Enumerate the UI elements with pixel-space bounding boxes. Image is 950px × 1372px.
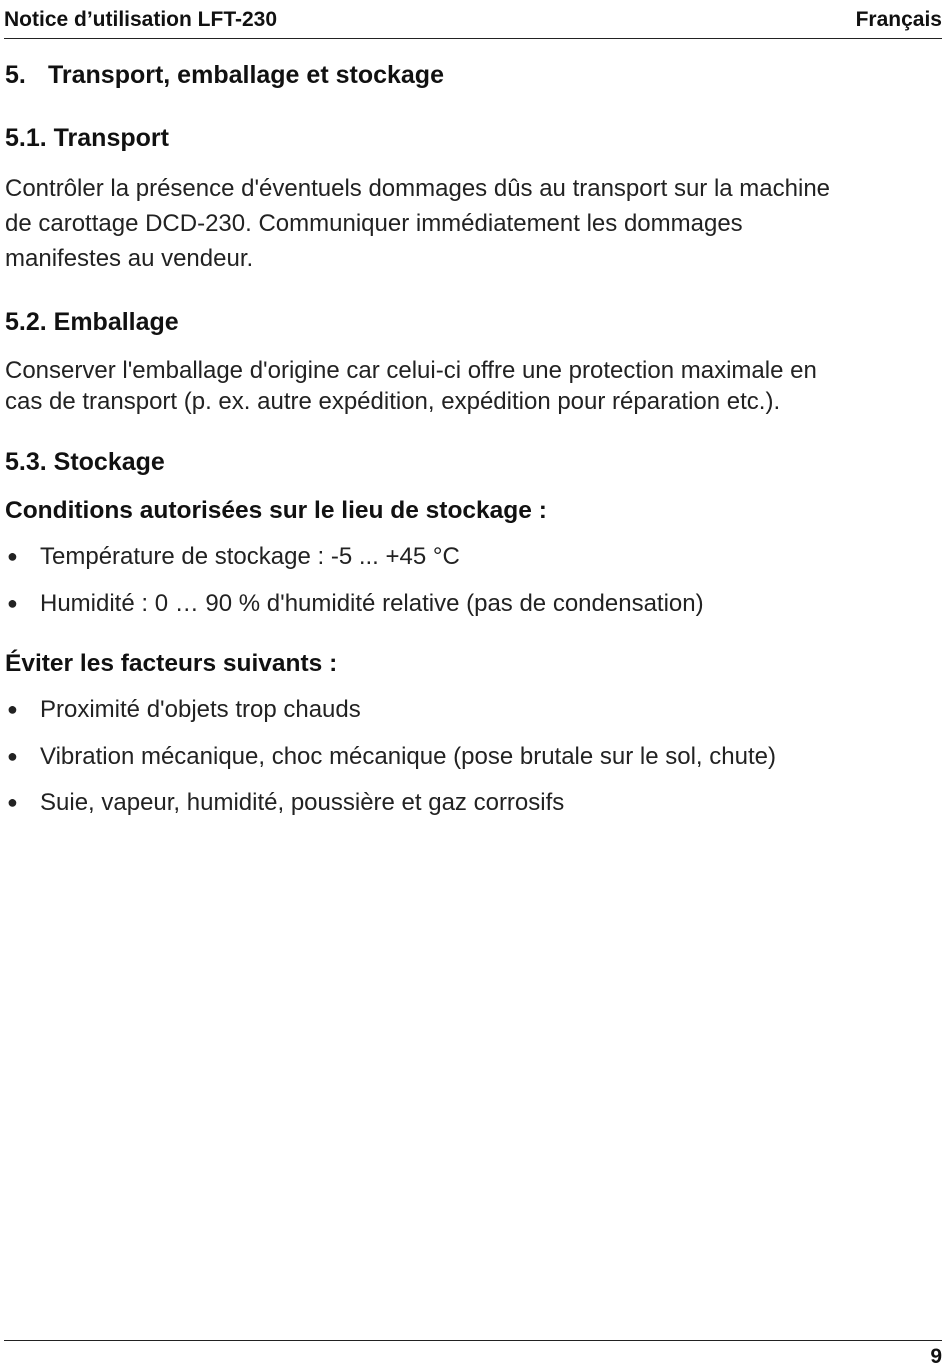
subsection-heading-emballage: 5.2. Emballage [5, 308, 179, 336]
list-item-text: Vibration mécanique, choc mécanique (pose brutale sur le sol, chute) [40, 743, 776, 770]
section-number: 5. [5, 61, 26, 89]
list-item-text: Proximité d'objets trop chauds [40, 696, 361, 723]
transport-paragraph [5, 171, 935, 276]
paragraph-line: cas de transport (p. ex. autre expédition, expédition pour réparation etc.). [5, 388, 781, 415]
page-number: 9 [930, 1345, 942, 1368]
paragraph-line: Conserver l'emballage d'origine car celui-ci offre une protection maximale en [5, 357, 817, 384]
storage-conditions-heading: Conditions autorisées sur le lieu de stockage : [5, 497, 547, 524]
list-item-text: Température de stockage : -5 ... +45 °C [40, 543, 460, 570]
list-item [5, 743, 776, 771]
section-heading [5, 61, 444, 90]
bullet-icon: ● [7, 792, 18, 812]
avoid-factors-heading: Éviter les facteurs suivants : [5, 650, 338, 677]
list-item-text: Humidité : 0 … 90 % d'humidité relative (pas de condensation) [40, 590, 704, 617]
list-item-text: Suie, vapeur, humidité, poussière et gaz corrosifs [40, 789, 565, 816]
section-title: Transport, emballage et stockage [48, 61, 444, 89]
bullet-icon: ● [7, 593, 18, 613]
paragraph-line: manifestes au vendeur. [5, 245, 254, 272]
subsection-heading-transport: 5.1. Transport [5, 124, 169, 152]
subsection-heading-stockage: 5.3. Stockage [5, 448, 165, 476]
bullet-icon: ● [7, 546, 18, 566]
paragraph-line: de carottage DCD-230. Communiquer immédiatement les dommages [5, 210, 743, 237]
page-header [4, 8, 942, 39]
list-item [5, 590, 704, 618]
bullet-icon: ● [7, 699, 18, 719]
emballage-paragraph [5, 355, 935, 417]
document-language: Français [855, 8, 942, 31]
list-item [5, 789, 564, 817]
list-item [5, 696, 361, 724]
page-footer [4, 1340, 942, 1371]
paragraph-line: Contrôler la présence d'éventuels dommages dûs au transport sur la machine [5, 175, 831, 202]
list-item [5, 543, 460, 571]
document-title: Notice d’utilisation LFT-230 [4, 8, 278, 31]
bullet-icon: ● [7, 746, 18, 766]
